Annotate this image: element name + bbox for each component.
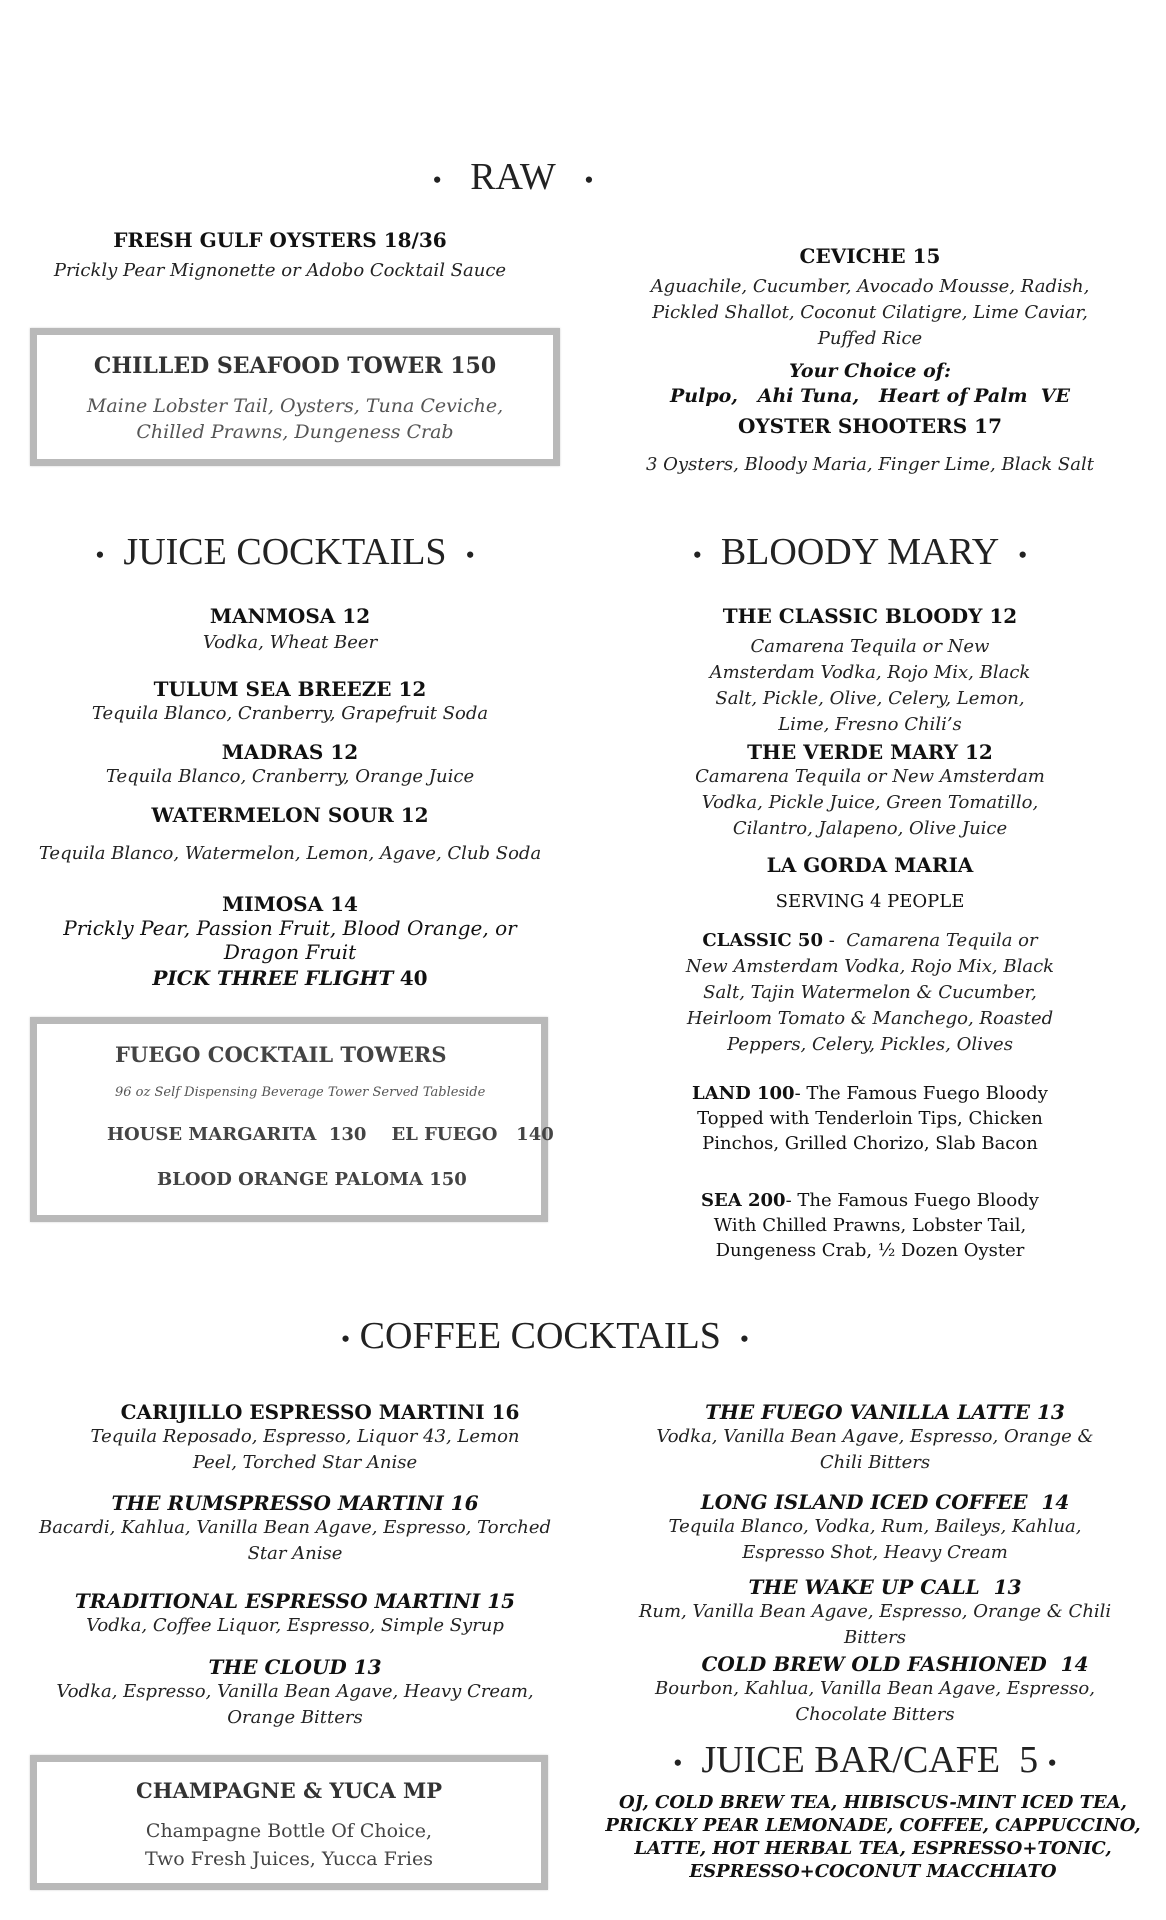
menu-item-ceviche (620, 244, 1120, 407)
menu-item-mimosa (30, 892, 550, 990)
item-name: TULUM SEA BREEZE 12 (153, 677, 427, 701)
item-description: Maine Lobster Tail, Oysters, Tuna Ceviche, Chilled Prawns, Dungeness Crab (86, 395, 504, 443)
item-description: Camarena Tequila or New Amsterdam Vodka, Pickle Juice, Green Tomatillo, Cilantro, Jalapeno, Olive Juice (695, 766, 1045, 839)
menu-item-oyster-shooters (620, 414, 1120, 478)
item-description: Rum, Vanilla Bean Agave, Espresso, Orange & Chili Bitters (638, 1601, 1112, 1648)
menu-item-rumspresso (30, 1491, 560, 1567)
option-label: SEA 200 (701, 1190, 786, 1211)
featured-box-champagne-yuca (30, 1755, 548, 1890)
towers-title: FUEGO COCKTAIL TOWERS (115, 1042, 447, 1067)
item-name: COLD BREW OLD FASHIONED 14 (701, 1652, 1089, 1676)
menu-item-gulf-oysters (40, 228, 520, 284)
flight-label: PICK THREE FLIGHT (152, 966, 394, 990)
juice-bar-list: OJ, COLD BREW TEA, HIBISCUS-MINT ICED TEA, PRICKLY PEAR LEMONADE, COFFEE, CAPPUCCINO, LATTE, HOT HERBAL TEA, ESPRESSO+TONIC, ESPRESSO+COCONUT MACCHIATO (605, 1792, 1141, 1882)
featured-box-cocktail-towers (30, 1017, 554, 1222)
item-description: Vodka, Coffee Liquor, Espresso, Simple Syrup (86, 1615, 504, 1636)
towers-subtitle: 96 oz Self Dispensing Beverage Tower Served Tableside (115, 1085, 486, 1100)
item-description: Camarena Tequila or New Amsterdam Vodka, Rojo Mix, Black Salt, Pickle, Olive, Celery, Lemon, Lime, Fresno Chili’s (709, 636, 1031, 735)
menu-item-watermelon-sour (30, 803, 550, 867)
item-name: TRADITIONAL ESPRESSO MARTINI 15 (74, 1589, 516, 1613)
item-description: Champagne Bottle Of Choice, Two Fresh Juices, Yucca Fries (144, 1820, 434, 1870)
item-description: Tequila Reposado, Espresso, Liquor 43, Lemon Peel, Torched Star Anise (90, 1426, 520, 1473)
towers-line-1: HOUSE MARGARITA 130 EL FUEGO 140 (107, 1124, 554, 1145)
menu-item-long-island-coffee (610, 1490, 1140, 1566)
towers-line-2: BLOOD ORANGE PALOMA 150 (157, 1169, 467, 1190)
item-description: Vodka, Espresso, Vanilla Bean Agave, Heavy Cream, Orange Bitters (56, 1681, 534, 1728)
item-name: FRESH GULF OYSTERS 18/36 (113, 228, 447, 252)
item-description: Tequila Blanco, Vodka, Rum, Baileys, Kahlua, Espresso Shot, Heavy Cream (668, 1516, 1082, 1563)
menu-item-la-gorda-maria (660, 853, 1080, 914)
item-name: THE RUMSPRESSO MARTINI 16 (111, 1491, 479, 1515)
menu-item-madras (30, 740, 550, 790)
item-description: Prickly Pear Mignonette or Adobo Cocktail Sauce (53, 260, 507, 281)
item-description: Bourbon, Kahlua, Vanilla Bean Agave, Espresso, Chocolate Bitters (655, 1678, 1095, 1725)
item-name: THE CLOUD 13 (208, 1655, 382, 1679)
menu-item-traditional-espresso (30, 1589, 560, 1639)
section-title-coffee-cocktails: • COFFEE COCKTAILS • (341, 1315, 749, 1357)
section-title-juice-bar: • JUICE BAR/CAFE 5 • (673, 1739, 1057, 1781)
serving-note: SERVING 4 PEOPLE (775, 891, 965, 912)
item-name: MIMOSA 14 (222, 892, 358, 916)
option-description: - The Famous Fuego Bloody Topped with Tenderloin Tips, Chicken Pinchos, Grilled Chorizo, Slab Bacon (697, 1083, 1048, 1154)
item-name: LONG ISLAND ICED COFFEE 14 (700, 1490, 1070, 1514)
section-title-raw: • RAW • (432, 156, 594, 198)
featured-box-seafood-tower (30, 328, 560, 466)
menu-item-the-cloud (30, 1655, 560, 1731)
option-label: CLASSIC 50 (702, 930, 823, 951)
section-title-juice-cocktails: • JUICE COCKTAILS • (95, 531, 475, 573)
item-name: CHILLED SEAFOOD TOWER 150 (93, 353, 497, 379)
item-name: OYSTER SHOOTERS 17 (737, 414, 1003, 438)
gorda-option-sea (685, 1188, 1055, 1263)
item-description: Vodka, Wheat Beer (202, 632, 378, 653)
option-label: LAND 100 (692, 1083, 795, 1104)
item-name: WATERMELON SOUR 12 (151, 803, 429, 827)
gorda-option-land (690, 1081, 1050, 1156)
item-name: MANMOSA 12 (209, 604, 371, 628)
menu-item-cold-brew-old-fashioned (610, 1652, 1140, 1728)
option-description: Camarena Tequila or New Amsterdam Vodka, Rojo Mix, Black Salt, Tajin Watermelon & Cucumber, Heirloom Tomato & Manchego, Roasted Peppers, Celery, Pickles, Olives (685, 930, 1055, 1055)
item-name: CHAMPAGNE & YUCA MP (135, 1778, 443, 1803)
item-description: Bacardi, Kahlua, Vanilla Bean Agave, Espresso, Torched Star Anise (38, 1517, 552, 1564)
item-description: Tequila Blanco, Cranberry, Orange Juice (105, 766, 475, 787)
option-separator: - (822, 930, 847, 951)
juice-bar-items (598, 1791, 1148, 1883)
choice-options: Pulpo, Ahi Tuna, Heart of Palm VE (670, 385, 1070, 407)
choice-label: Your Choice of: (789, 360, 951, 382)
item-description: Tequila Blanco, Cranberry, Grapefruit Soda (91, 703, 489, 724)
menu-item-wake-up-call (610, 1575, 1140, 1651)
menu-item-sea-breeze (30, 677, 550, 727)
item-description: Aguachile, Cucumber, Avocado Mousse, Radish, Pickled Shallot, Coconut Cilatigre, Lime Caviar, Puffed Rice (650, 276, 1090, 349)
item-name: THE WAKE UP CALL 13 (748, 1575, 1022, 1599)
menu-item-manmosa (30, 604, 550, 656)
item-name: CEVICHE 15 (799, 244, 941, 268)
flight-price: 40 (399, 966, 428, 990)
item-description: Tequila Blanco, Watermelon, Lemon, Agave, Club Soda (38, 843, 542, 864)
menu-item-verde-mary (660, 740, 1080, 842)
menu-item-classic-bloody (660, 604, 1080, 738)
item-description: Vodka, Vanilla Bean Agave, Espresso, Orange & Chili Bitters (656, 1426, 1094, 1473)
item-name: THE FUEGO VANILLA LATTE 13 (705, 1400, 1065, 1424)
item-name: THE VERDE MARY 12 (747, 740, 993, 764)
item-name: THE CLASSIC BLOODY 12 (722, 604, 1018, 628)
section-title-bloody-mary: • BLOODY MARY • (692, 531, 1028, 573)
item-description: Prickly Pear, Passion Fruit, Blood Orange, or Dragon Fruit (63, 916, 517, 964)
menu-item-carijillo (40, 1400, 570, 1476)
item-name: MADRAS 12 (221, 740, 359, 764)
item-name: LA GORDA MARIA (766, 853, 974, 877)
option-description: - The Famous Fuego Bloody With Chilled Prawns, Lobster Tail, Dungeness Crab, ½ Dozen Oyster (713, 1190, 1039, 1261)
menu-item-vanilla-latte (610, 1400, 1140, 1476)
item-name: CARIJILLO ESPRESSO MARTINI 16 (120, 1400, 520, 1424)
item-description: 3 Oysters, Bloody Maria, Finger Lime, Black Salt (646, 454, 1094, 475)
gorda-option-classic (680, 928, 1060, 1058)
